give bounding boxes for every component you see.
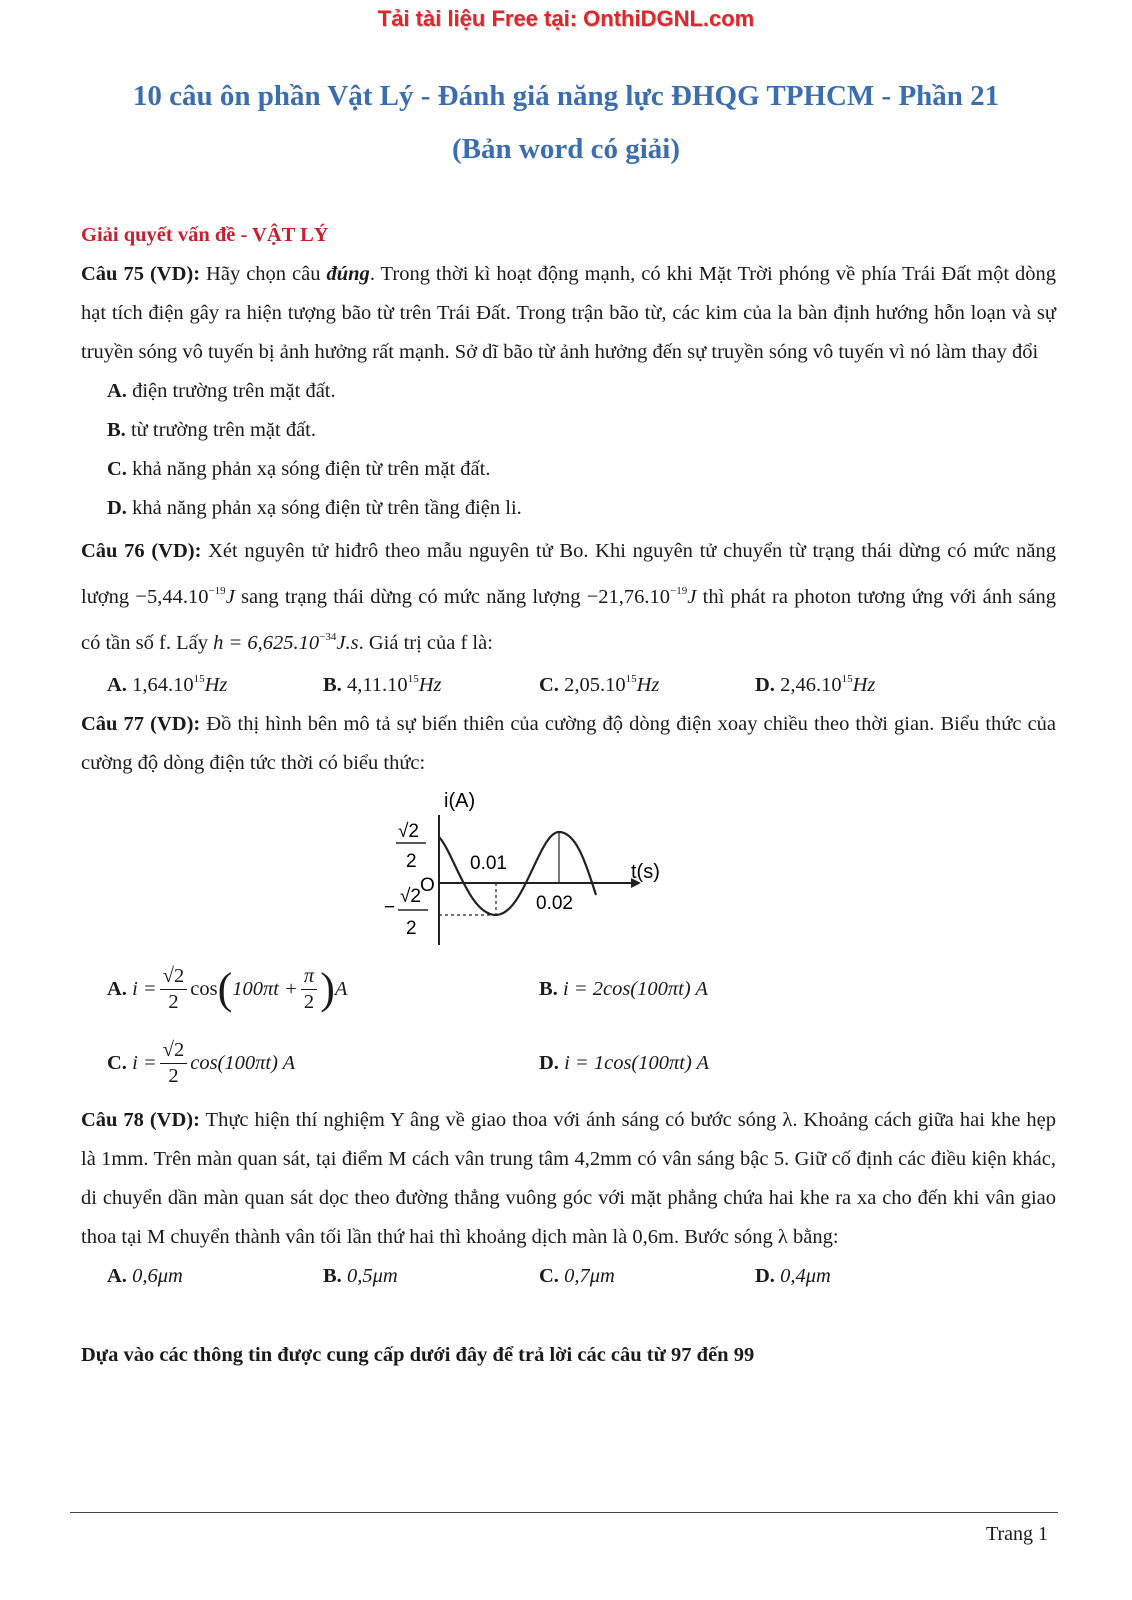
ytick-bottom-num: √2 <box>399 886 421 907</box>
ytick-minus: − <box>383 897 395 918</box>
document-subtitle: (Bản word có giải) <box>452 133 680 165</box>
planck-constant: h = 6,625.10 <box>213 632 320 654</box>
fraction-num: π <box>301 964 317 990</box>
question-76 <box>81 528 1056 666</box>
options-row <box>81 1257 1056 1296</box>
document-title: 10 câu ôn phần Vật Lý - Đánh giá năng lực ĐHQG TPHCM - Phần 21 <box>132 80 1000 112</box>
ytick-top-den: 2 <box>405 851 417 872</box>
question-text: Đồ thị hình bên mô tả sự biến thiên của cường độ dòng điện xoay chiều theo thời gian. Biểu thức của cường độ dòng điện tức thời có biểu thức: <box>81 713 1057 774</box>
option-key: D. <box>539 1051 559 1074</box>
page-number: Trang 1 <box>985 1523 1048 1545</box>
question-text: sang trạng thái dừng có mức năng lượng <box>241 586 581 608</box>
tick-0.02: 0.02 <box>535 893 573 914</box>
exponent: −19 <box>208 585 226 597</box>
footer-divider <box>70 1512 1058 1513</box>
formula-fn: cos <box>190 977 218 1000</box>
formula-lhs: i = <box>132 1051 157 1074</box>
option-b <box>539 970 971 1009</box>
option-d <box>755 1257 971 1296</box>
question-75 <box>81 255 1056 372</box>
option-text: khả năng phản xạ sóng điện từ trên tầng điện li. <box>132 497 522 519</box>
exponent: −34 <box>319 631 337 643</box>
fraction-den: 2 <box>303 990 315 1013</box>
option-d <box>81 489 1056 528</box>
option-text: từ trường trên mặt đất. <box>130 419 316 441</box>
unit: Hz <box>204 674 228 696</box>
option-c <box>107 1038 539 1089</box>
option-key: A. <box>107 977 127 1000</box>
download-banner[interactable]: Tải tài liệu Free tại: OnthiDGNL.com <box>377 6 755 31</box>
option-c <box>539 1257 755 1296</box>
option-text: 0,6μm <box>132 1265 183 1287</box>
option-text: 0,7μm <box>564 1265 615 1287</box>
tick-0.01: 0.01 <box>469 853 507 874</box>
question-text: . Giá trị của f là: <box>358 632 493 654</box>
exponent: 15 <box>193 673 205 685</box>
ytick-bottom-den: 2 <box>405 918 417 939</box>
unit: J <box>225 586 235 608</box>
question-label: Câu 77 (VD): <box>81 713 201 735</box>
fraction <box>160 964 188 1015</box>
option-c <box>81 450 1056 489</box>
unit: J <box>687 586 697 608</box>
option-key: A. <box>107 674 127 696</box>
current-graph <box>81 787 1056 947</box>
emphasis: đúng <box>326 263 370 285</box>
option-c <box>539 666 755 705</box>
sine-graph <box>384 787 674 947</box>
x-axis-label: t(s) <box>630 861 660 883</box>
option-key: D. <box>755 1265 775 1287</box>
option-a <box>81 372 1056 411</box>
unit: J.s <box>336 632 359 654</box>
fraction-num: √2 <box>160 964 188 990</box>
info-heading: Dựa vào các thông tin được cung cấp dưới đây để trả lời các câu từ 97 đến 99 <box>81 1344 755 1366</box>
question-label: Câu 76 (VD): <box>81 540 202 562</box>
question-text: thì phát ra photon tương ứng với ánh sáng có tần số f. Lấy <box>81 586 1057 654</box>
unit: Hz <box>852 674 876 696</box>
formula-lhs: i = <box>132 977 157 1000</box>
energy-1: −5,44.10 <box>135 586 209 608</box>
question-text: . Trong thời kì hoạt động mạnh, có khi Mặt Trời phóng về phía Trái Đất một dòng hạt tích điện gây ra hiện tượng bão từ trên Trái Đất. Trong trận bão từ, các kim của la bàn định hướng hỗn loạn và sự truyền sóng vô tuyến bị ảnh hưởng rất mạnh. Sở dĩ bão từ ảnh hưởng đến sự truyền sóng vô tuyến vì nó làm thay đổi <box>81 263 1057 363</box>
formula: i = 2cos(100πt) A <box>562 977 708 1000</box>
question-text: Thực hiện thí nghiệm Y âng về giao thoa với ánh sáng có bước sóng λ. Khoảng cách giữa hai khe hẹp là 1mm. Trên màn quan sát, tại điểm M cách vân trung tâm 4,2mm có vân sáng bậc 5. Giữ cố định các điều kiện khác, di chuyển dần màn quan sát dọc theo đường thẳng vuông góc với mặt phẳng chứa hai khe ra xa cho đến khi vân giao thoa tại M chuyển thành vân tối lần thứ hai thì khoảng dịch màn là 0,6m. Bước sóng λ bằng: <box>81 1109 1056 1248</box>
energy-2: −21,76.10 <box>586 586 671 608</box>
option-d <box>755 666 971 705</box>
option-value: 2,46.10 <box>780 674 842 696</box>
option-key: B. <box>323 1265 342 1287</box>
question-78 <box>81 1101 1056 1257</box>
question-77 <box>81 705 1056 783</box>
y-axis-label: i(A) <box>443 790 475 812</box>
fraction-den: 2 <box>168 990 179 1013</box>
fraction-den: 2 <box>168 1064 179 1087</box>
options-row-1 <box>81 953 1056 1025</box>
option-key: D. <box>755 674 775 696</box>
option-text: khả năng phản xạ sóng điện từ trên mặt đất. <box>132 458 491 480</box>
question-text: Xét nguyên tử hiđrô theo mẫu nguyên tử Bo. Khi nguyên tử chuyển từ trạng thái dừng có mức năng lượng <box>81 540 1057 608</box>
ytick-top-num: √2 <box>397 821 419 842</box>
option-key: C. <box>107 458 127 480</box>
origin-label: O <box>419 875 435 896</box>
options-row <box>81 666 1056 705</box>
exponent: −19 <box>670 585 688 597</box>
option-a: A. i = $\frac{√2}{2}$ cos ( 100πt + $\frac{\pi}{2}$ ) A <box>107 964 348 1013</box>
unit: A <box>334 977 348 1000</box>
option-value: 2,05.10 <box>564 674 626 696</box>
page-content <box>81 216 1056 1375</box>
option-key: C. <box>107 1051 127 1074</box>
exponent: 15 <box>625 673 637 685</box>
option-key: B. <box>323 674 342 696</box>
option-a <box>107 1257 323 1296</box>
option-value: 1,64.10 <box>132 674 194 696</box>
option-text: điện trường trên mặt đất. <box>132 380 336 402</box>
formula: i = 1cos(100πt) A <box>564 1051 710 1074</box>
option-value: 4,11.10 <box>346 674 408 696</box>
formula-arg: 100πt + <box>232 977 298 1000</box>
option-key: B. <box>107 419 126 441</box>
option-key: D. <box>107 497 127 519</box>
option-text: 0,4μm <box>780 1265 831 1287</box>
option-key: C. <box>539 674 559 696</box>
fraction <box>160 1038 188 1089</box>
exponent: 15 <box>407 673 419 685</box>
option-key: C. <box>539 1265 559 1287</box>
formula-fn: cos(100πt) A <box>190 1051 296 1074</box>
option-key: A. <box>107 1265 127 1287</box>
unit: Hz <box>636 674 660 696</box>
option-b <box>323 1257 539 1296</box>
option-key: A. <box>107 380 127 402</box>
option-a <box>107 666 323 705</box>
question-text: Hãy chọn câu <box>206 263 321 285</box>
unit: Hz <box>418 674 442 696</box>
section-heading: Giải quyết vấn đề - VẬT LÝ <box>81 224 329 246</box>
option-b <box>323 666 539 705</box>
options-row-2 <box>81 1025 1056 1101</box>
question-label: Câu 78 (VD): <box>81 1109 200 1131</box>
option-key: B. <box>539 977 558 1000</box>
fraction <box>301 964 317 1015</box>
option-b <box>81 411 1056 450</box>
exponent: 15 <box>841 673 853 685</box>
option-d <box>539 1044 971 1083</box>
option-text: 0,5μm <box>346 1265 398 1287</box>
fraction-num: √2 <box>160 1038 188 1064</box>
question-label: Câu 75 (VD): <box>81 263 201 285</box>
